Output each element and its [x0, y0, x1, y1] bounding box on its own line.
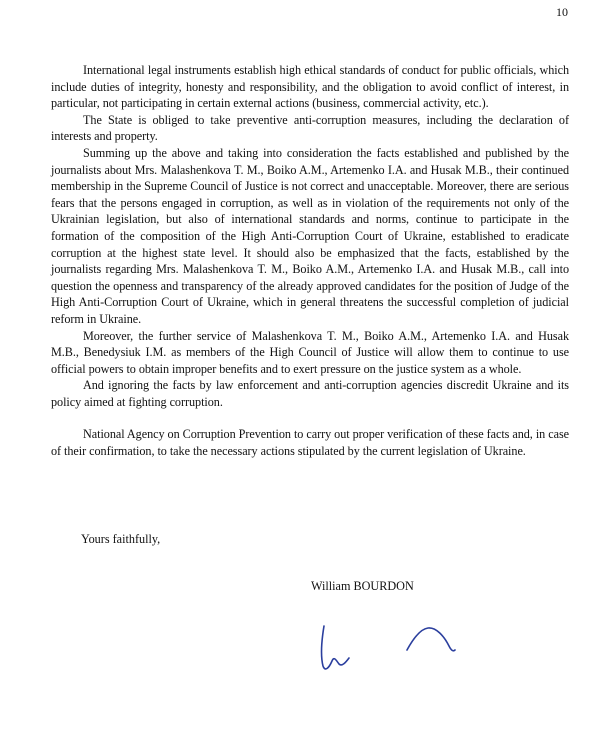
closing-salutation: Yours faithfully, [81, 532, 161, 546]
paragraph-request-verification: National Agency on Corruption Prevention to carry out proper verification of these facts and, in case of their confirmation, to take the necessary actions stipulated by the current legislation of Ukraine. [51, 427, 569, 459]
paragraph-preventive-measures: The State is obliged to take preventive anti-corruption measures, including the declaration of interests and property. [51, 112, 569, 144]
paragraph-legal-instruments: International legal instruments establish high ethical standards of conduct for public officials, which include duties of integrity, honesty and responsibility, and the obligation to avoid conflict of interest, in particular, not participating in certain external actions (business, commercial activity, etc.). [51, 63, 569, 111]
paragraph-further-service: Moreover, the further service of Malashenkova T. M., Boiko A.M., Artemenko I.A. and Husak M.B., Benedysiuk I.M. as members of the High Council of Justice will allow them to continue to use official powers to obtain improper benefits and to exert pressure on the justice system as a whole. [51, 328, 569, 376]
signer-name: William BOURDON [311, 579, 414, 593]
signature-stroke-left [321, 626, 349, 669]
letter-body [51, 62, 569, 460]
paragraph-summary: Summing up the above and taking into consideration the facts established and published by the journalists about Mrs. Malashenkova T. M., Boiko A.M., Artemenko I.A. and Husak M.B., their continued membership in the Supreme Council of Justice is not correct and unacceptable. Moreover, there are serious fears that the persons engaged in corruption, as well as in violation of the requirements not only of the Ukrainian legislation, but also of international standards and norms, continue to participate in the formation of the composition of the High Anti-Corruption Court of Ukraine, established to eradicate corruption at the highest state level. It should also be emphasized that the facts, established by the journalists regarding Mrs. Malashenkova T. M., Boiko A.M., Artemenko I.A. and Husak M.B., call into question the openness and transparency of the already approved candidates for the position of Judge of the High Anti-Corruption Court of Ukraine, which in general threatens the successful completion of judicial reform in Ukraine. [51, 145, 569, 326]
handwritten-signature [312, 616, 462, 676]
signature-stroke-right [407, 628, 455, 651]
paragraph-ignoring-facts: And ignoring the facts by law enforcement and anti-corruption agencies discredit Ukraine and its policy aimed at fighting corruption. [51, 378, 569, 409]
page-number: 10 [556, 5, 568, 19]
